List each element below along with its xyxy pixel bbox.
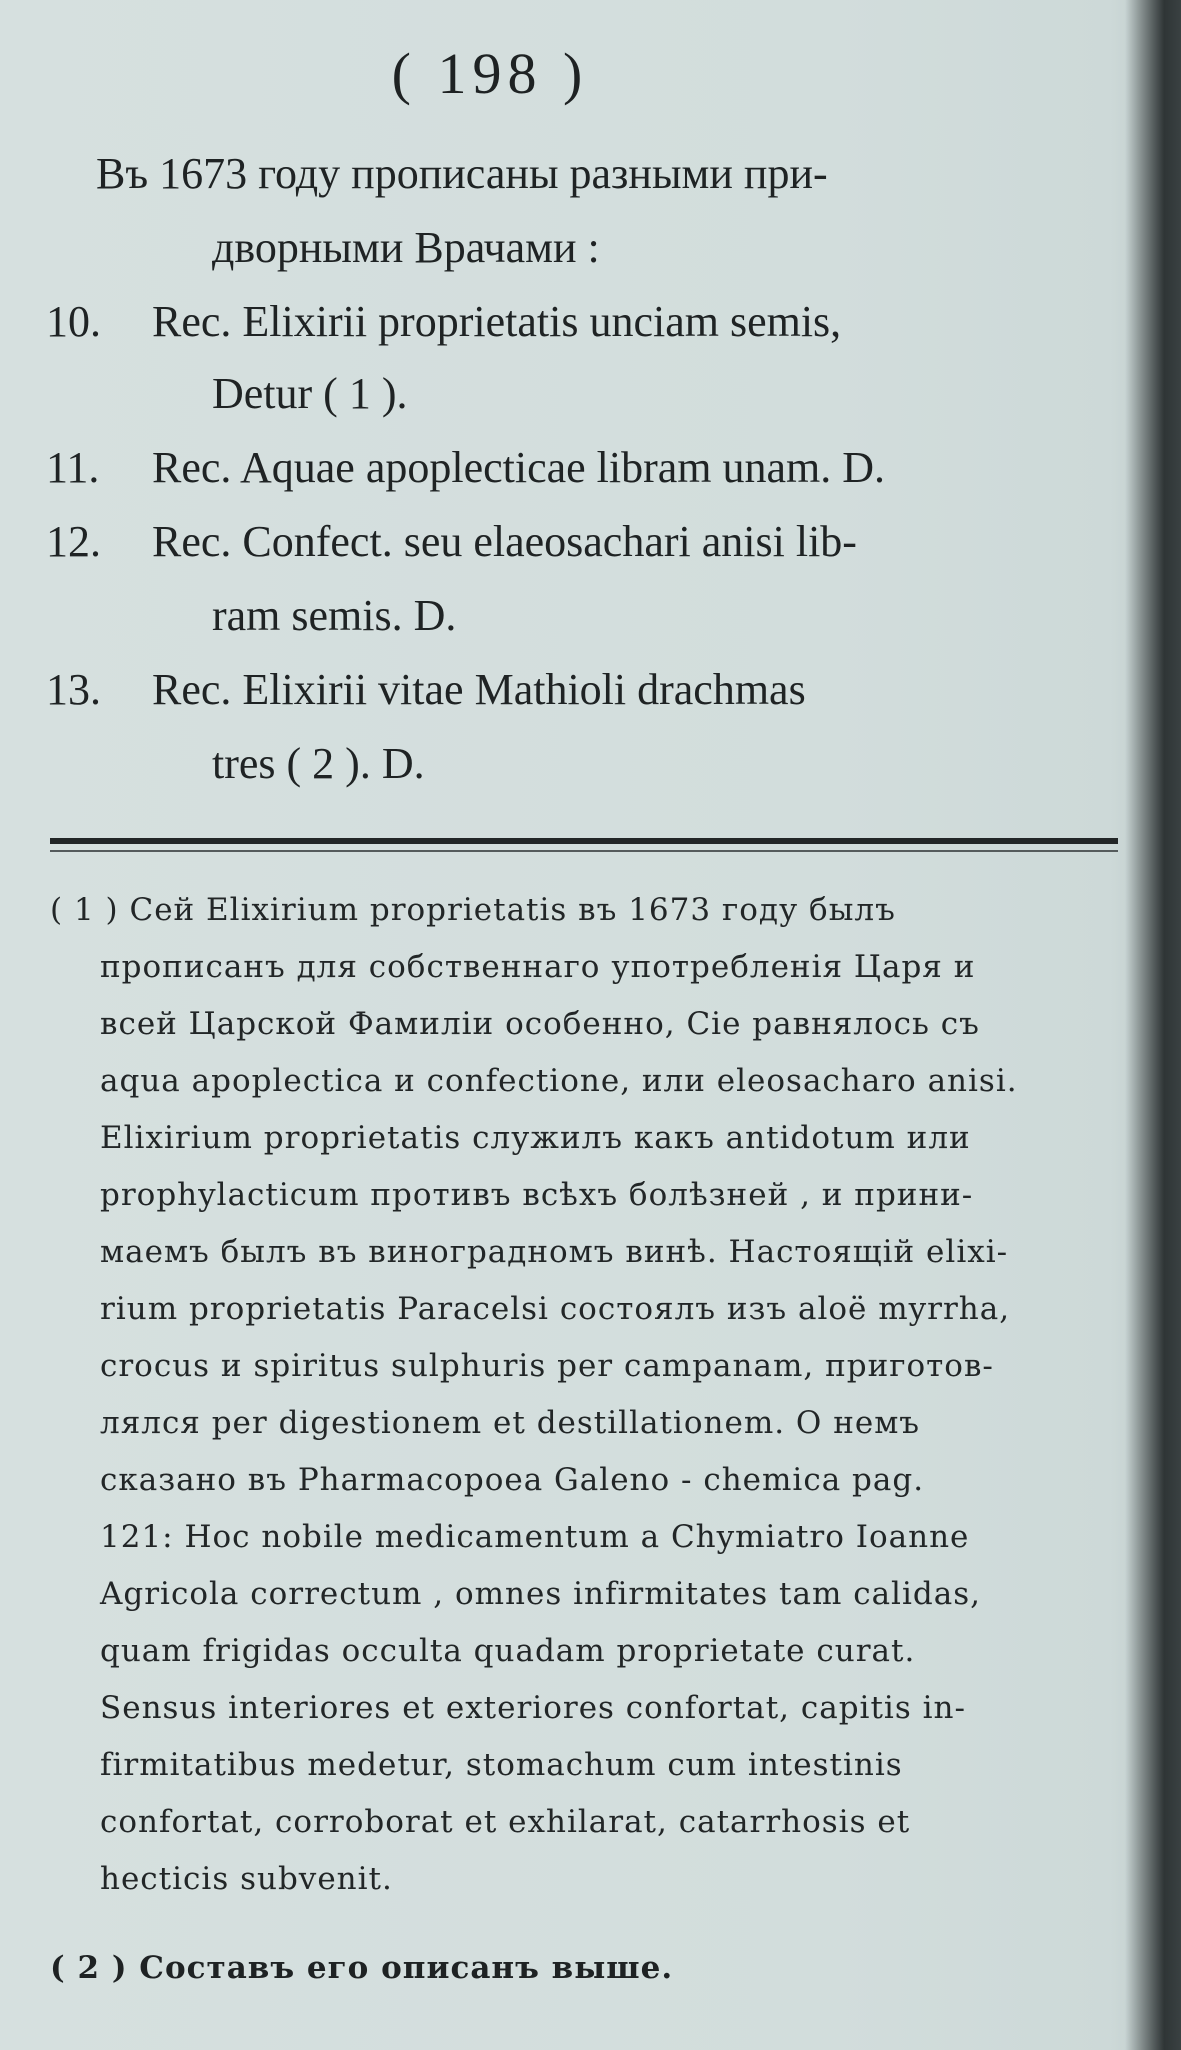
entry-b-text-2: дворными Врачами : [212, 223, 600, 272]
footnote-1-line: лялся per digestionem et destillationem. О немъ [100, 1405, 921, 1441]
entry-12-text-1: Rec. Confect. seu elaeosachari anisi lib- [152, 517, 857, 566]
entry-12-number-line [46, 516, 101, 567]
entry-10-text-2: Detur ( 1 ). [212, 369, 408, 418]
entry-12-text-line-1 [152, 516, 857, 567]
entry-11-number-line [46, 442, 99, 493]
entry-12-line-2 [212, 590, 456, 641]
page-number: ( 198 ) [391, 41, 589, 106]
footnote-1-line: aqua apoplectica и confectione, или eleosacharo anisi. [100, 1063, 1018, 1099]
footnote-1-line: crocus и spiritus sulphuris per campanam, приготов- [100, 1348, 994, 1384]
footnote-2: ( 2 ) Составъ его описанъ выше. [50, 1950, 674, 1986]
footnote-1-line: confortat, corroborat et exhilarat, catarrhosis et [100, 1804, 911, 1840]
entry-10-line-2 [212, 368, 408, 419]
entry-10-line-1 [46, 296, 101, 347]
footnote-separator-rule-thin [50, 850, 1118, 852]
footnote-1-line: 121: Hoc nobile medicamentum a Chymiatro Ioanne [100, 1519, 970, 1555]
footnote-1-line: quam frigidas occulta quadam proprietate curat. [100, 1633, 916, 1669]
entry-13-text-line-1 [152, 664, 806, 715]
entry-12-number: 12. [46, 517, 101, 566]
entry-10-text-line-1 [152, 296, 841, 347]
entry-11-number: 11. [46, 443, 100, 492]
entry-13-line-2 [212, 738, 425, 789]
entry-13-number-line [46, 664, 101, 715]
footnote-1-line: hecticis subvenit. [100, 1861, 393, 1897]
entry-13-number: 13. [46, 665, 101, 714]
entry-13-text-2: tres ( 2 ). D. [212, 739, 425, 788]
footnote-1-line: маемъ былъ въ виноградномъ винѣ. Настоящій elixi- [100, 1234, 1009, 1270]
footnote-1-line: firmitatibus medetur, stomachum cum intestinis [100, 1747, 903, 1783]
book-spine-shadow [1125, 0, 1181, 2050]
footnote-1-line: всей Царской Фамиліи особенно, Сіе равнялось съ [100, 1006, 980, 1042]
footnote-separator-rule [50, 838, 1118, 844]
entry-10-text-1: Rec. Elixirii proprietatis unciam semis, [152, 297, 842, 346]
footnote-1-line: прописанъ для собственнаго употребленія Царя и [100, 949, 976, 985]
entry-b-line-1 [96, 148, 828, 199]
entry-12-text-2: ram semis. D. [212, 591, 457, 640]
footnote-1-line: rium proprietatis Paracelsi состоялъ изъ aloë myrrha, [100, 1291, 1011, 1327]
footnote-1-line: prophylacticum противъ всѣхъ болѣзней , и прини- [100, 1177, 974, 1213]
footnote-1-line: Agricola correctum , omnes infirmitates tam calidas, [100, 1576, 981, 1612]
entry-11-text: Rec. Aquae apoplecticae libram unam. D. [152, 443, 886, 492]
footnote-1-line: Sensus interiores et exteriores confortat, capitis in- [100, 1690, 966, 1726]
footnote-1-line: сказано въ Pharmacopoea Galeno - chemica pag. [100, 1462, 925, 1498]
entry-13-text-1: Rec. Elixirii vitae Mathioli drachmas [152, 665, 806, 714]
entry-10-number: 10. [46, 297, 101, 346]
entry-b-line-2 [212, 222, 600, 273]
footnote-1-line: Elixirium proprietatis служилъ какъ antidotum или [100, 1120, 971, 1156]
footnote-1-line: ( 1 ) Сей Elixirium proprietatis въ 1673 году былъ [50, 892, 896, 928]
entry-b-text-1: Въ 1673 году прописаны разными при- [96, 149, 828, 198]
entry-11-text-line [152, 442, 885, 493]
